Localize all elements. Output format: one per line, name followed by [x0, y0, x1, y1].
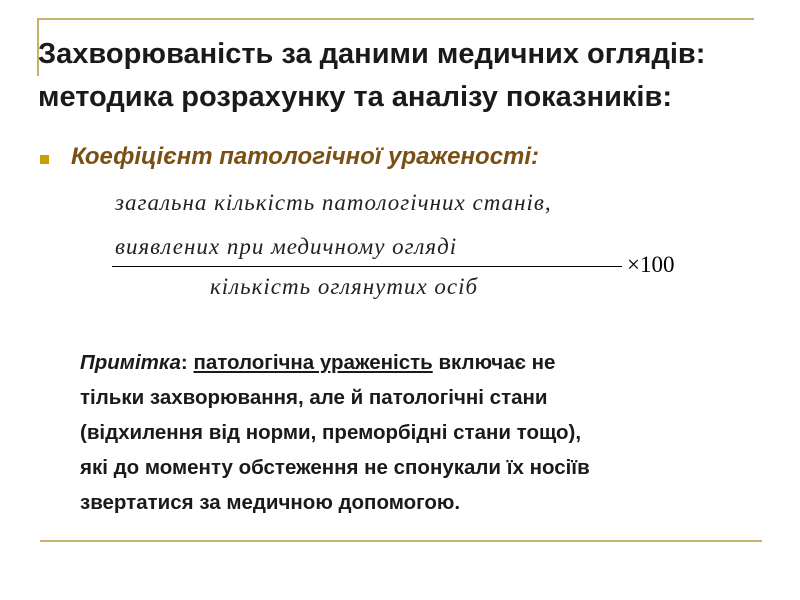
note-line-4: які до моменту обстеження не спонукали їх носіїв: [80, 456, 590, 479]
note-line-1: [80, 345, 770, 380]
bullet-text: Коефіцієнт патологічної ураженості:: [71, 143, 540, 170]
note-line-2: тільки захворювання, але й патологічні стани: [80, 386, 548, 409]
formula: [112, 185, 732, 305]
formula-numerator-line-2: виявлених при медичному огляді: [115, 234, 458, 259]
slide-title: [38, 33, 778, 119]
note-line-3: (відхилення від норми, преморбідні стани тощо),: [80, 421, 582, 444]
note-label: Примітка: [80, 351, 181, 374]
note-colon: :: [180, 351, 188, 374]
square-bullet-icon: [40, 155, 49, 164]
note-line-5: звертатися за медичною допомогою.: [80, 491, 461, 514]
note-term: патологічна ураженість: [193, 351, 433, 374]
bottom-decor-line: [40, 540, 762, 542]
fraction-bar: [112, 266, 622, 267]
top-decor-line: [37, 18, 754, 20]
title-line-2: методика розрахунку та аналізу показників:: [38, 81, 672, 113]
title-line-1: Захворюваність за даними медичних оглядів:: [38, 38, 706, 70]
formula-numerator-line-1: загальна кількість патологічних станів,: [115, 190, 552, 215]
bullet-item: [40, 140, 539, 174]
note-line-1-rest: включає не: [432, 351, 556, 374]
note-block: [80, 345, 770, 520]
formula-multiplier: ×100: [627, 252, 675, 277]
formula-denominator: кількість оглянутих осіб: [210, 274, 479, 299]
